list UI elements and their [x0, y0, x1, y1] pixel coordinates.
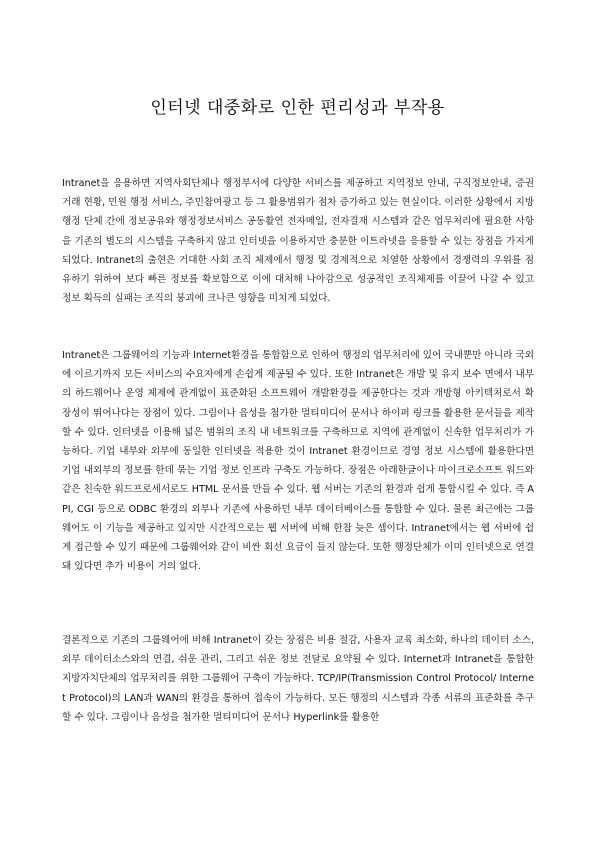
paragraph-1: Intranet을 응용하면 지역사회단체나 행정부서에 다양한 서비스를 제공하고 지역정보 안내, 구직정보안내, 증권 거래 현황, 민원 행정 서비스, 주민참여광고 등 그 활용범위가 점차 증가하고 있는 현실이다. 이러한 상황에서 지방행정 단체 간에 정보공유와 행정정보서비스 공동활연 전자메일, 전자결재 시스템과 같은 업무처리에 필요한 사항을 기존의 별도의 시스템을 구축하지 않고 인터넷을 이용하지만 충분한 이트라넷을 응용할 수 있는 장점을 가지게 되었다. Intranet의 출현은 거대한 사회 조직 체제에서 행정 및 경제적으로 치열한 상황에서 경쟁력의 우위를 점유하기 위하여 보다 빠른 정보를 확보함으로 이에 대처해 나아감으로 성공적인 조직체제를 이끌어 나갈 수 있고 정보 획득의 실패는 조직의 붕괴에 크나큰 영향을 미치게 되었다.	[62, 178, 534, 305]
document-title: 인터넷 대중화로 인한 편리성과 부작용	[150, 98, 445, 118]
paragraph-2: Intranet은 그룹웨어의 기능과 Internet환경을 통합함으로 인하여 행정의 업무처리에 있어 국내뿐만 아니라 국외에 이르기까지 모든 서비스의 수요자에게 손쉽게 제공될 수 있다. 또한 Intranet은 개발 및 유지 보수 면에서 내부의 하드웨어나 운영 체제에 관계없이 표준화된 소프트웨어 개발환경을 제공한다는 것과 개방형 아키텍처로서 확장성이 뛰어나다는 장점이 있다. 그림이나 음성을 첨가한 멀티미디어 문서나 하이퍼 링크를 활용한 문서들을 제작할 수 있다. 인터넷을 이용해 넓은 범위의 조직 내 네트워크를 구축하므로 지역에 관계없이 신속한 업무처리가 가능하다. 기업 내부와 외부에 동일한 인터넷을 적용한 것이 Intranet 환경이므로 경영 정보 시스템에 활용한다면 기업 내외부의 정보를 한데 묶는 기업 정보 인프라 구축도 가능하다. 장점은 아래한글이나 마이크로소프트 워드와 같은 친숙한 워드프로세서로도 HTML 문서를 만들 수 있다. 웹 서버는 기존의 환경과 쉽게 통합시킬 수 있다. 즉 API, CGI 등으로 ODBC 환경의 외부나 기존에 사용하던 내부 데이터베이스를 통합할 수 있다. 물론 최근에는 그룹웨어도 이 기능을 제공하고 있지만 시간적으로는 웹 서버에 비해 한참 늦은 셈이다. Intranet에서는 웹 서버에 쉽게 접근할 수 있기 때문에 그룹웨어와 같이 비싼 회선 요금이 들지 않는다. 또한 행정단체가 이미 인터넷으로 연결돼 있다면 추가 비용이 거의 없다.	[62, 350, 534, 573]
paragraph-3: 결론적으로 기존의 그룹웨어에 비해 Intranet이 갖는 장점은 비용 절감, 사용자 교육 최소화, 하나의 데이터 소스, 외부 데이터소스와의 연결, 쉬운 관리, 그리고 쉬운 정보 전달로 요약될 수 있다. Internet과 Intranet을 통합한 지방자치단체의 업무처리를 위한 그룹웨어 구축이 가능하다. TCP/IP(Transmission Control Protocol/ Internet Protocol)의 LAN과 WAN의 환경을 통하여 접속이 가능하다. 모든 행정의 시스템과 각종 서류의 표준화를 추구할 수 있다. 그림이나 음성을 첨가한 멀티미디어 문서나 Hyperlink를 활용한	[62, 635, 534, 723]
